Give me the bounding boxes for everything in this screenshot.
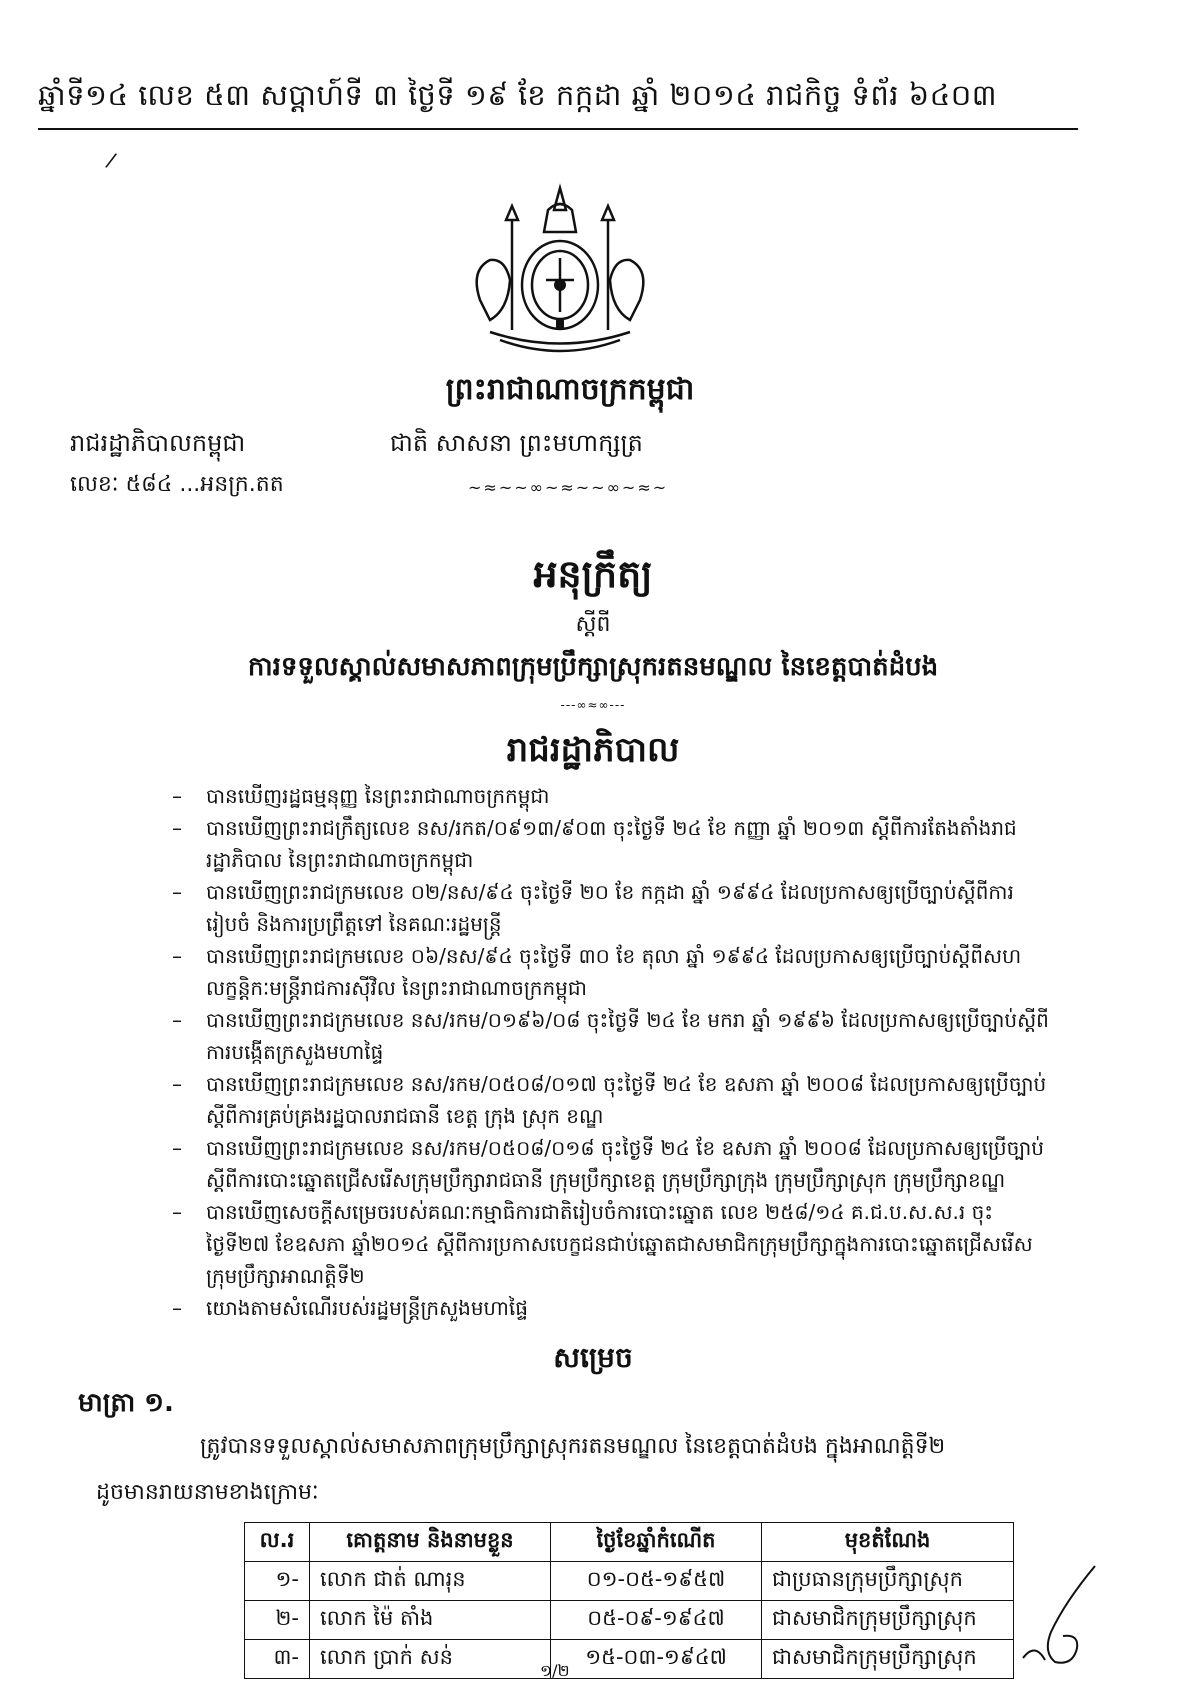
gazette-header: ឆ្នាំទី១៤ លេខ ៥៣ សប្តាហ៍ទី ៣ ថ្ងៃទី ១៩ ខែ កក្កដា ឆ្នាំ ២០១៤ រាជកិច្ច ទំព័រ ៦៤០៣ (38, 78, 998, 112)
reference-number: លេខៈ ៥៨៤ ...អនក្រ.តត (70, 472, 284, 497)
kingdom-name: ព្រះរាជាណាចក្រកម្ពុជា (445, 372, 695, 407)
table-row (245, 1640, 1014, 1679)
citation-item: – បានឃើញព្រះរាជក្រមលេខ នស/រកម/០១៩៦/០៨ ចុះថ្ងៃទី ២៤ ខែ មករា ឆ្នាំ ១៩៩៦ ដែលប្រកាសឲ្យប្រើច្បាប់ស្តីពីការបង្កើតក្រសួងមហាផ្ទៃ (172, 1008, 1049, 1064)
table-row (245, 1562, 1014, 1601)
national-motto: ជាតិ សាសនា ព្រះមហាក្សត្រ (390, 429, 643, 457)
table-row (245, 1601, 1014, 1640)
citation-item: – បានឃើញព្រះរាជក្រមលេខ នស/រកម/០៥០៨/០១៨ ចុះថ្ងៃទី ២៤ ខែ ឧសភា ឆ្នាំ ២០០៨ ដែលប្រកាសឲ្យប្រើច្បាប់ស្តីពីការបោះឆ្នោតជ្រើសរើសក្រុមប្រឹក្សារាជធានី ក្រុមប្រឹក្សាខេត្ត ក្រុមប្រឹក្សាក្រុង ក្រុមប្រឹក្សាស្រុក ក្រុមប្រឹក្សាខណ្ឌ (172, 1136, 1044, 1192)
member-position: ជាសមាជិកក្រុមប្រឹក្សាស្រុក (762, 1601, 1014, 1640)
citation-item: – បានឃើញរដ្ឋធម្មនុញ្ញ នៃព្រះរាជាណាចក្រកម្ពុជា (172, 784, 550, 808)
page-number: ១/២ (540, 1661, 570, 1680)
member-name: លោក ជាត់ ណារុន (310, 1562, 551, 1601)
article-1-text: ត្រូវបានទទួលស្គាល់សមាសភាពក្រុមប្រឹក្សាស្រុករតនមណ្ឌល នៃខេត្តបាត់ដំបង ក្នុងអាណត្តិទី២ (200, 1434, 946, 1459)
citation-item: – បានឃើញព្រះរាជក្រមលេខ ០២/នស/៩៤ ចុះថ្ងៃទី ២០ ខែ កក្កដា ឆ្នាំ ១៩៩៤ ដែលប្រកាសឲ្យប្រើច្បាប់ស្តីពីការរៀបចំ និងការប្រព្រឹត្តទៅ នៃគណៈរដ្ឋមន្ត្រី (172, 880, 1014, 936)
member-position: ជាប្រធានក្រុមប្រឹក្សាស្រុក (762, 1562, 1014, 1601)
ornament-divider: ~≈~~∞~≈~~∞~≈~ (468, 478, 669, 497)
article-1-text-continued: ដូចមានរាយនាមខាងក្រោមៈ (96, 1480, 319, 1505)
document-about: ស្តីពី (575, 612, 611, 637)
member-birthdate: ០១-០៥-១៩៥៧ (551, 1562, 762, 1601)
document-type: អនុក្រឹត្យ (533, 552, 653, 596)
decision-heading: សម្រេច (553, 1341, 633, 1374)
pen-mark: / (104, 147, 119, 173)
article-1-label: មាត្រា ១. (78, 1388, 174, 1418)
column-header: ល.រ (245, 1523, 310, 1562)
document-subject: ការទទួលស្គាល់សមាសភាពក្រុមប្រឹក្សាស្រុករតនមណ្ឌល នៃខេត្តបាត់ដំបង (247, 652, 939, 682)
issuing-body: រាជរដ្ឋាភិបាល (506, 730, 680, 770)
members-table (244, 1522, 1014, 1679)
member-number: ២- (245, 1601, 310, 1640)
table-header-row (245, 1523, 1014, 1562)
member-number: ១- (245, 1562, 310, 1601)
citation-item: – បានឃើញព្រះរាជក្រមលេខ ០៦/នស/៩៤ ចុះថ្ងៃទី ៣០ ខែ តុលា ឆ្នាំ ១៩៩៤ ដែលប្រកាសឲ្យប្រើច្បាប់ស្តីពីសហលក្ខន្តិកៈមន្ត្រីរាជការស៊ីវិល នៃព្រះរាជាណាចក្រកម្ពុជា (172, 944, 1022, 1000)
member-number: ៣- (245, 1640, 310, 1679)
government-name: រាជរដ្ឋាភិបាលកម្ពុជា (70, 429, 246, 457)
citation-item: – បានឃើញព្រះរាជក្រមលេខ នស/រកម/០៥០៨/០១៧ ចុះថ្ងៃទី ២៤ ខែ ឧសភា ឆ្នាំ ២០០៨ ដែលប្រកាសឲ្យប្រើច្បាប់ស្តីពីការគ្រប់គ្រងរដ្ឋបាលរាជធានី ខេត្ត ក្រុង ស្រុក ខណ្ឌ (172, 1072, 1047, 1128)
small-ornament-divider: ---∞≈∞--- (560, 698, 626, 712)
citation-item: – បានឃើញព្រះរាជក្រឹត្យលេខ នស/រកត/០៩១៣/៩០៣ ចុះថ្ងៃទី ២៤ ខែ កញ្ញា ឆ្នាំ ២០១៣ ស្តីពីការតែងតាំងរាជរដ្ឋាភិបាល នៃព្រះរាជាណាចក្រកម្ពុជា (172, 816, 1017, 872)
member-birthdate: ១៥-០៣-១៩៤៧ (551, 1640, 762, 1679)
column-header: ថ្ងៃខែឆ្នាំកំណើត (551, 1523, 762, 1562)
citations-list (172, 780, 1052, 1324)
handwritten-initial-signature (1015, 1562, 1105, 1672)
member-name: លោក ម៉ៃ តាំង (310, 1601, 551, 1640)
member-birthdate: ០៥-០៩-១៩៤៧ (551, 1601, 762, 1640)
header-rule (38, 128, 1078, 130)
column-header: មុខតំណែង (762, 1523, 1014, 1562)
member-position: ជាសមាជិកក្រុមប្រឹក្សាស្រុក (762, 1640, 1014, 1679)
column-header: គោត្តនាម និងនាមខ្លួន (310, 1523, 551, 1562)
citation-item: – បានឃើញសេចក្តីសម្រេចរបស់គណៈកម្មាធិការជាតិរៀបចំការបោះឆ្នោត លេខ ២៥៨/១៤ គ.ជ.ប.ស.ស.រ ចុះថ្ងៃទី២៧ ខែឧសភា ឆ្នាំ២០១៤ ស្តីពីការប្រកាសបេក្ខជនជាប់ឆ្នោតជាសមាជិកក្រុមប្រឹក្សាក្នុងការបោះឆ្នោតជ្រើសរើសក្រុមប្រឹក្សាអាណត្តិទី២ (172, 1200, 1033, 1288)
citation-item: – យោងតាមសំណើរបស់រដ្ឋមន្ត្រីក្រសួងមហាផ្ទៃ (172, 1296, 528, 1320)
royal-coat-of-arms-emblem (460, 180, 660, 360)
member-name: លោក ប្រាក់ សន់ (310, 1640, 551, 1679)
